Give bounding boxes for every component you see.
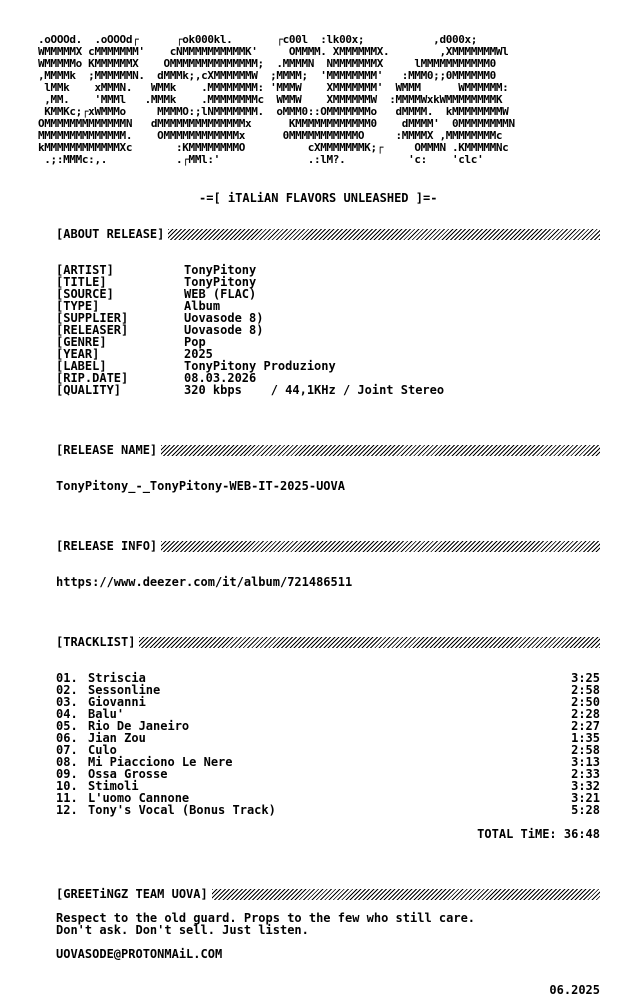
hatch-divider <box>139 637 600 648</box>
section-header-label: [RELEASE INFO] <box>56 539 158 553</box>
greetings-line-1: Respect to the old guard. Props to the few who still care. <box>56 911 476 925</box>
hatch-divider <box>212 889 600 900</box>
about-row-supplier <box>56 312 600 324</box>
about-value: TonyPitony <box>184 263 257 277</box>
track-duration: 2:58 <box>571 683 600 697</box>
track-duration: 3:25 <box>571 671 600 685</box>
track-title: Culo <box>88 743 117 757</box>
about-key: [GENRE] <box>56 335 107 349</box>
hatch-divider <box>161 445 600 456</box>
section-header-release-name <box>56 443 600 457</box>
track-number: 05. <box>56 719 78 733</box>
track-duration: 2:28 <box>571 707 600 721</box>
about-value: Uovasode 8) <box>184 323 264 337</box>
track-row <box>56 804 600 816</box>
about-value: 320 kbps / 44,1KHz / Joint Stereo <box>184 383 445 397</box>
track-duration: 2:50 <box>571 695 600 709</box>
about-key: [LABEL] <box>56 359 107 373</box>
ascii-art-logo: .oOOOd. .oOOOd┌ ┌ok000kl. ┌c00l :lk00x; ,d000x; WMMMMMX cMMMMMMM' cNMMMMMMMMMMK' OMMMM. XMMMMMMX. ,XMMMMMMMWl WMMMMMo KMMMMMMX OMMMMMMMMMMMMMM; .MMMMN NMMMMMMMX lMMMMMMMMMMM0 ,MMMMk ;MMMMMMN. dMMMk;,cXMMMMMMW ;MMMM; 'MMMMMMMM' :MMM0;;0MMMMMM0 lMMk xMMMN. WMMk .MMMMMMMM: 'MMMW XMMMMMMM' WMMM WMMMMMM: ,MM. 'MMMl .MMMk .MMMMMMMMc WMMW XMMMMMMW :MMMMWxkWMMMMMMMMK KMMKc;┌xWMMMo MMMMO:;lNMMMMMMM. oMMM0::OMMMMMMMo dMMMM. kMMMMMMMMW OMMMMMMMMMMMMMN dMMMMMMMMMMMMMMx KMMMMMMMMMMMM0 dMMMM' 0MMMMMMMMN MMMMMMMMMMMMMM. OMMMMMMMMMMMMx 0MMMMMMMMMMMO :MMMMX ,MMMMMMMMc kMMMMMMMMMMMMXc :KMMMMMMMMO cXMMMMMMMK;┌ OMMMN .KMMMMMNc .;:MMMc:,. .┌MMl:' .:lM?. 'c: 'clc' <box>38 33 515 166</box>
section-header-tracklist <box>56 635 600 649</box>
about-value: Pop <box>184 335 206 349</box>
about-release-table <box>56 264 600 396</box>
about-key: [SOURCE] <box>56 287 114 301</box>
track-title: Striscia <box>88 671 146 685</box>
track-duration: 2:33 <box>571 767 600 781</box>
about-value: Uovasode 8) <box>184 311 264 325</box>
track-duration: 3:32 <box>571 779 600 793</box>
about-value: WEB (FLAC) <box>184 287 257 301</box>
about-row-title <box>56 276 600 288</box>
track-number: 12. <box>56 803 78 817</box>
section-header-label: [TRACKLIST] <box>56 635 136 649</box>
about-value: 08.03.2026 <box>184 371 257 385</box>
section-header-release-info <box>56 539 600 553</box>
track-title: Ossa Grosse <box>88 767 168 781</box>
greetings-line-2: Don't ask. Don't sell. Just listen. <box>56 923 309 937</box>
track-number: 07. <box>56 743 78 757</box>
track-title: Rio De Janeiro <box>88 719 190 733</box>
track-row <box>56 732 600 744</box>
section-header-label: [ABOUT RELEASE] <box>56 227 165 241</box>
about-key: [TYPE] <box>56 299 100 313</box>
about-row-quality <box>56 384 600 396</box>
about-key: [QUALITY] <box>56 383 122 397</box>
about-key: [YEAR] <box>56 347 100 361</box>
section-header-label: [GREETiNGZ TEAM UOVA] <box>56 887 208 901</box>
about-value: TonyPitony <box>184 275 257 289</box>
track-duration: 3:21 <box>571 791 600 805</box>
track-title: L'uomo Cannone <box>88 791 190 805</box>
track-number: 01. <box>56 671 78 685</box>
total-time: TOTAL TiME: 36:48 <box>477 827 600 841</box>
about-key: [RELEASER] <box>56 323 129 337</box>
about-row-releaser <box>56 324 600 336</box>
hatch-divider <box>161 541 600 552</box>
track-number: 03. <box>56 695 78 709</box>
about-value: 2025 <box>184 347 213 361</box>
tagline: -=[ iTALiAN FLAVORS UNLEASHED ]=- <box>199 191 438 205</box>
track-title: Balu' <box>88 707 125 721</box>
track-duration: 3:13 <box>571 755 600 769</box>
track-title: Mi Piacciono Le Nere <box>88 755 233 769</box>
track-title: Jian Zou <box>88 731 146 745</box>
about-key: [TITLE] <box>56 275 107 289</box>
track-duration: 2:27 <box>571 719 600 733</box>
release-info-link[interactable]: https://www.deezer.com/it/album/721486511 <box>56 575 353 589</box>
about-value: Album <box>184 299 221 313</box>
track-number: 10. <box>56 779 78 793</box>
track-number: 08. <box>56 755 78 769</box>
section-header-about <box>56 227 600 241</box>
about-key: [ARTIST] <box>56 263 114 277</box>
track-title: Tony's Vocal (Bonus Track) <box>88 803 276 817</box>
about-row-type <box>56 300 600 312</box>
track-number: 04. <box>56 707 78 721</box>
section-header-greetings <box>56 887 600 901</box>
contact-email[interactable]: UOVASODE@PROTONMAiL.COM <box>56 947 223 961</box>
track-title: Sessonline <box>88 683 161 697</box>
about-row-source <box>56 288 600 300</box>
about-row-artist <box>56 264 600 276</box>
track-number: 09. <box>56 767 78 781</box>
hatch-divider <box>168 229 600 240</box>
tracklist-table <box>56 672 600 816</box>
track-duration: 5:28 <box>571 803 600 817</box>
track-number: 06. <box>56 731 78 745</box>
track-duration: 1:35 <box>571 731 600 745</box>
release-date: 06.2025 <box>549 983 600 997</box>
section-header-label: [RELEASE NAME] <box>56 443 158 457</box>
track-title: Giovanni <box>88 695 146 709</box>
about-value: TonyPitony Produziony <box>184 359 336 373</box>
track-number: 11. <box>56 791 78 805</box>
about-row-label <box>56 360 600 372</box>
track-row <box>56 696 600 708</box>
track-title: Stimoli <box>88 779 139 793</box>
about-row-genre <box>56 336 600 348</box>
about-key: [SUPPLIER] <box>56 311 129 325</box>
track-duration: 2:58 <box>571 743 600 757</box>
about-key: [RIP.DATE] <box>56 371 129 385</box>
track-number: 02. <box>56 683 78 697</box>
release-name-value: TonyPitony_-_TonyPitony-WEB-IT-2025-UOVA <box>56 479 345 493</box>
